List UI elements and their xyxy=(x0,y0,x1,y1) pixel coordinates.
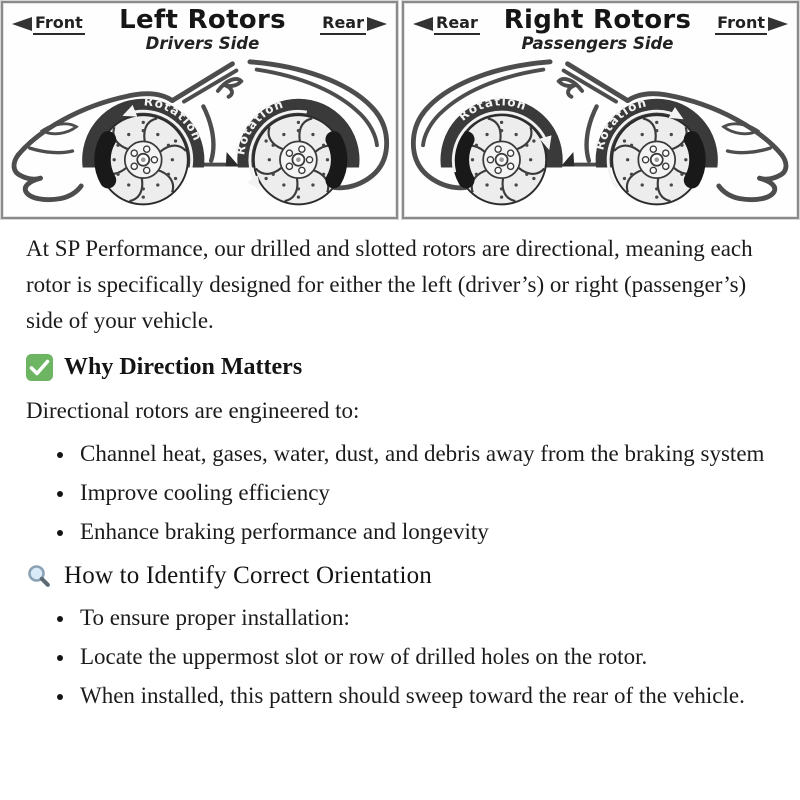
left-panel-header xyxy=(3,6,396,54)
engineered-to-lead: Directional rotors are engineered to: xyxy=(26,398,360,423)
left-car-illustration xyxy=(3,56,396,216)
rotation-label: Rotation xyxy=(592,95,649,152)
right-rotors-panel xyxy=(402,1,799,219)
right-panel-title-box xyxy=(504,6,692,54)
section-title: How to Identify Correct Orientation xyxy=(64,562,433,589)
identify-orientation-heading xyxy=(26,562,772,590)
rotation-label: Rotation xyxy=(233,96,286,157)
rear-direction-label xyxy=(413,13,480,35)
rear-direction-label xyxy=(320,13,387,35)
right-panel-header xyxy=(404,6,797,54)
rotation-label: Rotation xyxy=(143,94,205,144)
right-car-illustration xyxy=(404,56,797,216)
list-item: • To ensure proper installation: xyxy=(76,600,772,636)
direction-label-text: Rear xyxy=(320,13,366,35)
panel-subtitle: Passengers Side xyxy=(521,34,674,54)
orientation-list xyxy=(26,600,772,714)
direction-label-text: Front xyxy=(715,13,767,35)
rotor-direction-diagram xyxy=(0,0,800,219)
direction-label-text: Rear xyxy=(434,13,480,35)
section-title: Why Direction Matters xyxy=(64,354,303,380)
rotation-label: Rotation xyxy=(455,94,529,124)
left-rotors-panel xyxy=(1,1,398,219)
benefits-list xyxy=(26,436,772,550)
panel-subtitle: Drivers Side xyxy=(145,34,260,54)
left-arrow-icon xyxy=(12,17,32,31)
front-direction-label xyxy=(12,13,85,35)
right-arrow-icon xyxy=(367,17,387,31)
magnifying-glass-emoji-icon xyxy=(26,563,53,590)
right-arrow-icon xyxy=(768,17,788,31)
direction-label-text: Front xyxy=(33,13,85,35)
panel-title: Right Rotors xyxy=(503,5,692,35)
panel-title: Left Rotors xyxy=(119,5,286,35)
intro-paragraph: At SP Performance, our drilled and slotted rotors are directional, meaning each rotor is specifically designed for either the left (driver’s) or right (passenger’s) side of your vehicle. xyxy=(26,236,753,333)
check-mark-emoji-icon xyxy=(26,354,53,381)
article-content xyxy=(0,231,800,714)
why-direction-matters-heading xyxy=(26,354,772,381)
left-panel-title-box xyxy=(119,6,286,54)
list-item: • Enhance braking performance and longevity xyxy=(76,514,772,550)
list-item: • When installed, this pattern should sweep toward the rear of the vehicle. xyxy=(76,678,772,714)
front-direction-label xyxy=(715,13,788,35)
list-item: • Locate the uppermost slot or row of drilled holes on the rotor. xyxy=(76,639,772,675)
left-arrow-icon xyxy=(413,17,433,31)
list-item: • Channel heat, gases, water, dust, and debris away from the braking system xyxy=(76,436,772,472)
list-item: • Improve cooling efficiency xyxy=(76,475,772,511)
